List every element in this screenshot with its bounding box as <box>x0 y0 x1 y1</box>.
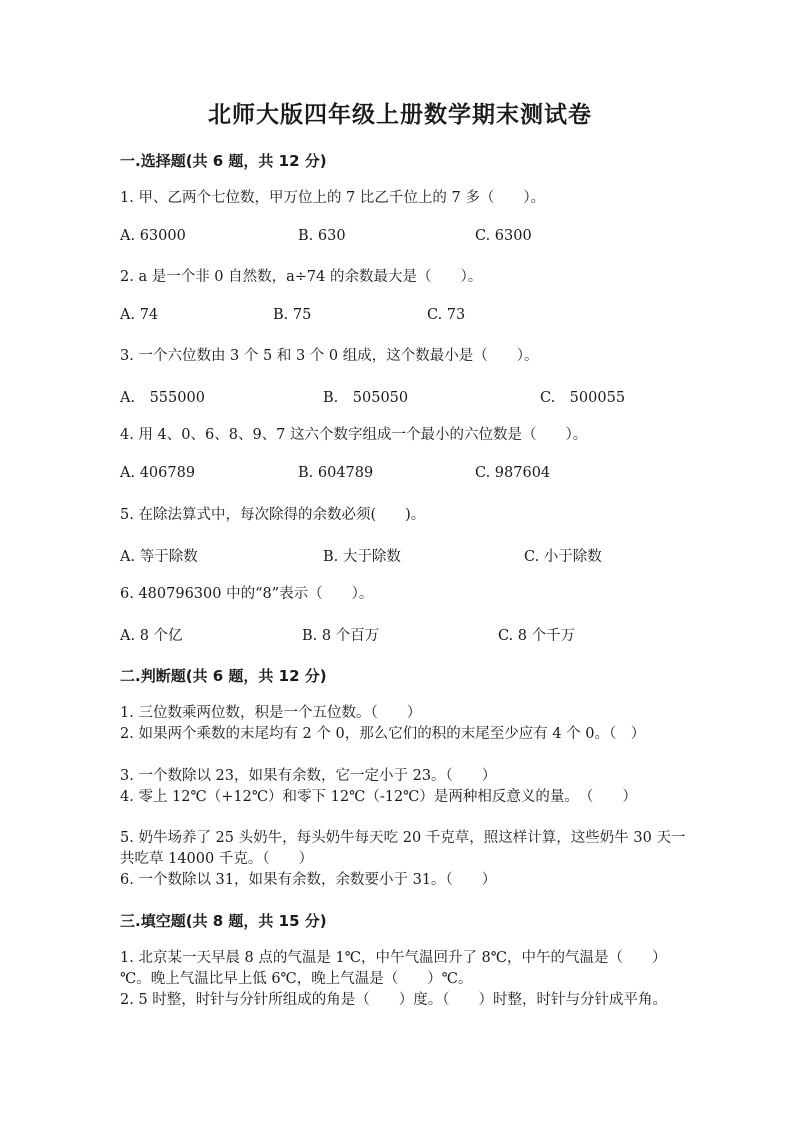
question-text: 3. 一个六位数由 3 个 5 和 3 个 0 组成，这个数最小是（ ）。 <box>120 348 539 364</box>
section-heading-judge: 二.判断题(共 6 题，共 12 分) <box>120 667 327 685</box>
option-a: A. 63000 <box>120 228 186 244</box>
question-text: 5. 在除法算式中，每次除得的余数必须( )。 <box>120 507 426 523</box>
question-text: 1. 甲、乙两个七位数，甲万位上的 7 比乙千位上的 7 多（ ）。 <box>120 190 546 206</box>
question-text: 2. 5 时整，时针与分针所组成的角是（ ）度。（ ）时整，时针与分针成平角。 <box>120 992 668 1008</box>
option-c: C. 6300 <box>475 228 532 244</box>
option-a: A. 8 个亿 <box>120 628 183 644</box>
option-a: A. 74 <box>120 307 159 323</box>
question-text: 1. 北京某一天早晨 8 点的气温是 1℃，中午气温回升了 8℃，中午的气温是（ ）℃。晚上气温比早上低 6℃，晚上气温是（ ）℃。 <box>120 950 667 987</box>
section-heading-choice: 一.选择题(共 6 题，共 12 分) <box>120 152 327 170</box>
option-b: B. 630 <box>298 228 346 244</box>
option-b: B. 8 个百万 <box>302 628 380 644</box>
question-text: 6. 480796300 中的“8”表示（ ）。 <box>120 586 374 602</box>
option-c: C. 500055 <box>540 390 626 406</box>
question-text: 2. 如果两个乘数的末尾均有 2 个 0，那么它们的积的末尾至少应有 4 个 0。（ ） <box>120 726 646 742</box>
option-c: C. 8 个千万 <box>498 628 576 644</box>
question-text: 6. 一个数除以 31，如果有余数，余数要小于 31。（ ） <box>120 872 497 888</box>
question-text: 5. 奶牛场养了 25 头奶牛，每头奶牛每天吃 20 千克草，照这样计算，这些奶牛 30 天一共吃草 14000 千克。（ ） <box>120 830 686 867</box>
option-c: C. 73 <box>427 307 466 323</box>
option-b: B. 大于除数 <box>323 549 401 565</box>
option-b: B. 505050 <box>323 390 409 406</box>
option-a: A. 406789 <box>120 465 196 481</box>
section-heading-fill: 三.填空题(共 8 题，共 15 分) <box>120 912 327 930</box>
question-text: 4. 用 4、0、6、8、9、7 这六个数字组成一个最小的六位数是（ ）。 <box>120 427 588 443</box>
question-text: 2. a 是一个非 0 自然数，a÷74 的余数最大是（ ）。 <box>120 269 483 285</box>
option-c: C. 987604 <box>475 465 551 481</box>
page-title: 北师大版四年级上册数学期末测试卷 <box>208 101 592 128</box>
question-text: 1. 三位数乘两位数，积是一个五位数。（ ） <box>120 705 422 721</box>
question-text: 4. 零上 12℃（+12℃）和零下 12℃（-12℃）是两种相反意义的量。 （ ） <box>120 789 637 805</box>
option-b: B. 604789 <box>298 465 374 481</box>
question-text: 3. 一个数除以 23，如果有余数，它一定小于 23。（ ） <box>120 768 497 784</box>
option-b: B. 75 <box>273 307 312 323</box>
option-a: A. 等于除数 <box>120 549 198 565</box>
option-a: A. 555000 <box>120 390 205 406</box>
option-c: C. 小于除数 <box>524 549 602 565</box>
